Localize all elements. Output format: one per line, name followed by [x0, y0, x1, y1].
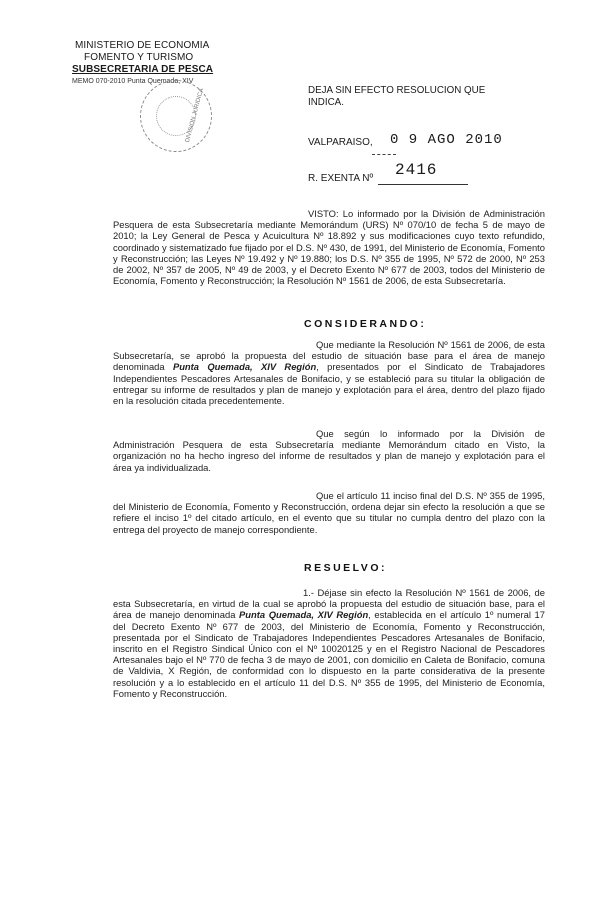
considerando-heading: CONSIDERANDO: [304, 318, 427, 330]
date-stamp: 0 9 AGO 2010 [390, 132, 503, 148]
resolution-number: 2416 [395, 161, 438, 179]
stamp-text: DIVISION JURIDICA [184, 87, 206, 144]
ministry-line-1: MINISTERIO DE ECONOMIA [75, 40, 210, 51]
visto-paragraph: VISTO: Lo informado por la División de Administración Pesquera de esta Subsecretaría mediante Memorándum (URS) Nº 070/10 de fecha 5 de mayo de 2010; la Ley General de Pesca y Acuicultura Nº 18.892 y sus modificaciones cuyo texto refundido, coordinado y sistematizado fue fijado por el D.S. Nº 430, de 1991, del Ministerio de Economía, Fomento y Reconstrucción; las Leyes Nº 19.492 y Nº 19.880; los D.S. Nº 355 de 1995, Nº 572 de 2000, Nº 253 de 2002, Nº 357 de 2005, Nº 49 de 2003, y el Decreto Exento Nº 677 de 2003, todos del Ministerio de Economía, Fomento y Reconstrucción; la Resolución Nº 1561 de 2006, de esta Subsecretaría. [113, 208, 545, 287]
considerando-paragraph-1 [113, 339, 545, 406]
resuelvo-heading: RESUELVO: [304, 562, 387, 574]
ministry-line-2: FOMENTO Y TURISMO [84, 52, 194, 63]
resuelvo-area-name: Punta Quemada, XIV Región [239, 609, 369, 621]
document-subject [308, 85, 508, 109]
resolution-label: R. EXENTA Nº [308, 173, 374, 184]
memo-reference: MEMO 070-2010 Punta Quemada, XIV [72, 78, 194, 85]
considerando-paragraph-3: Que el artículo 11 inciso final del D.S. Nº 355 de 1995, del Ministerio de Economía, Fomento y Reconstrucción, ordena dejar sin efecto la resolución a que se refiere el inciso 1º del citado artículo, en el evento que su titular no cumpla dentro del plazo con la entrega del proyecto de manejo correspondiente. [113, 490, 545, 535]
subject-line-1: DEJA SIN EFECTO RESOLUCION QUE [308, 85, 486, 96]
number-top-dash [372, 154, 396, 155]
ministry-line-3: SUBSECRETARIA DE PESCA [72, 64, 214, 75]
considerando-1-text-a: Que mediante la Resolución Nº 1561 de 2006, de esta Subsecretaría, se aprobó la propuesta del estudio de situación base para el área de manejo denominada [113, 339, 545, 373]
place-city: VALPARAISO, [308, 137, 373, 148]
considerando-paragraph-2: Que según lo informado por la División de Administración Pesquera de esta Subsecretaría mediante Memorándum citado en Visto, la organización no ha hecho ingreso del informe de resultados y plan de manejo y explotación para el área ya individualizada. [113, 428, 545, 473]
considerando-1-text-b: , presentados por el Sindicato de Trabajadores Independientes Pescadores Artesanales de Bonifacio, y se estableció para su titular la obligación de entregar su informe de resultados y plan de manejo y explotación para el área, dentro del plazo fijado en la resolución citada precedentemente. [113, 361, 545, 407]
subject-line-2: INDICA. [308, 97, 344, 108]
number-underline [378, 184, 468, 185]
resuelvo-text-b: , establecida en el artículo 1º numeral 17 del Decreto Exento Nº 677 de 2003, del Ministerio de Economía, Fomento y Reconstrucción, presentada por el Sindicato de Trabajadores Independientes Pescadores Artesanales de Bonifacio, inscrito en el Registro Sindical Único con el Nº 10020125 y en el Registro Nacional de Pescadores Artesanales bajo el Nº 770 de fecha 3 de mayo de 2001, con domicilio en Caleta de Bonifacio, comuna de Valdivia, X Región, de conformidad con lo dispuesto en la parte considerativa de la presente resolución y a lo establecido en el artículo 11 del D.S. Nº 355 de 1995, del Ministerio de Economía, Fomento y Reconstrucción. [113, 609, 545, 699]
considerando-1-area-name: Punta Quemada, XIV Región [172, 361, 317, 373]
resuelvo-text-a: 1.- Déjase sin efecto la Resolución Nº 1561 de 2006, de esta Subsecretaría, en virtud de la cual se aprobó la propuesta del estudio de situación base, para el área de manejo denominada [113, 587, 545, 621]
resuelvo-paragraph [113, 587, 545, 699]
